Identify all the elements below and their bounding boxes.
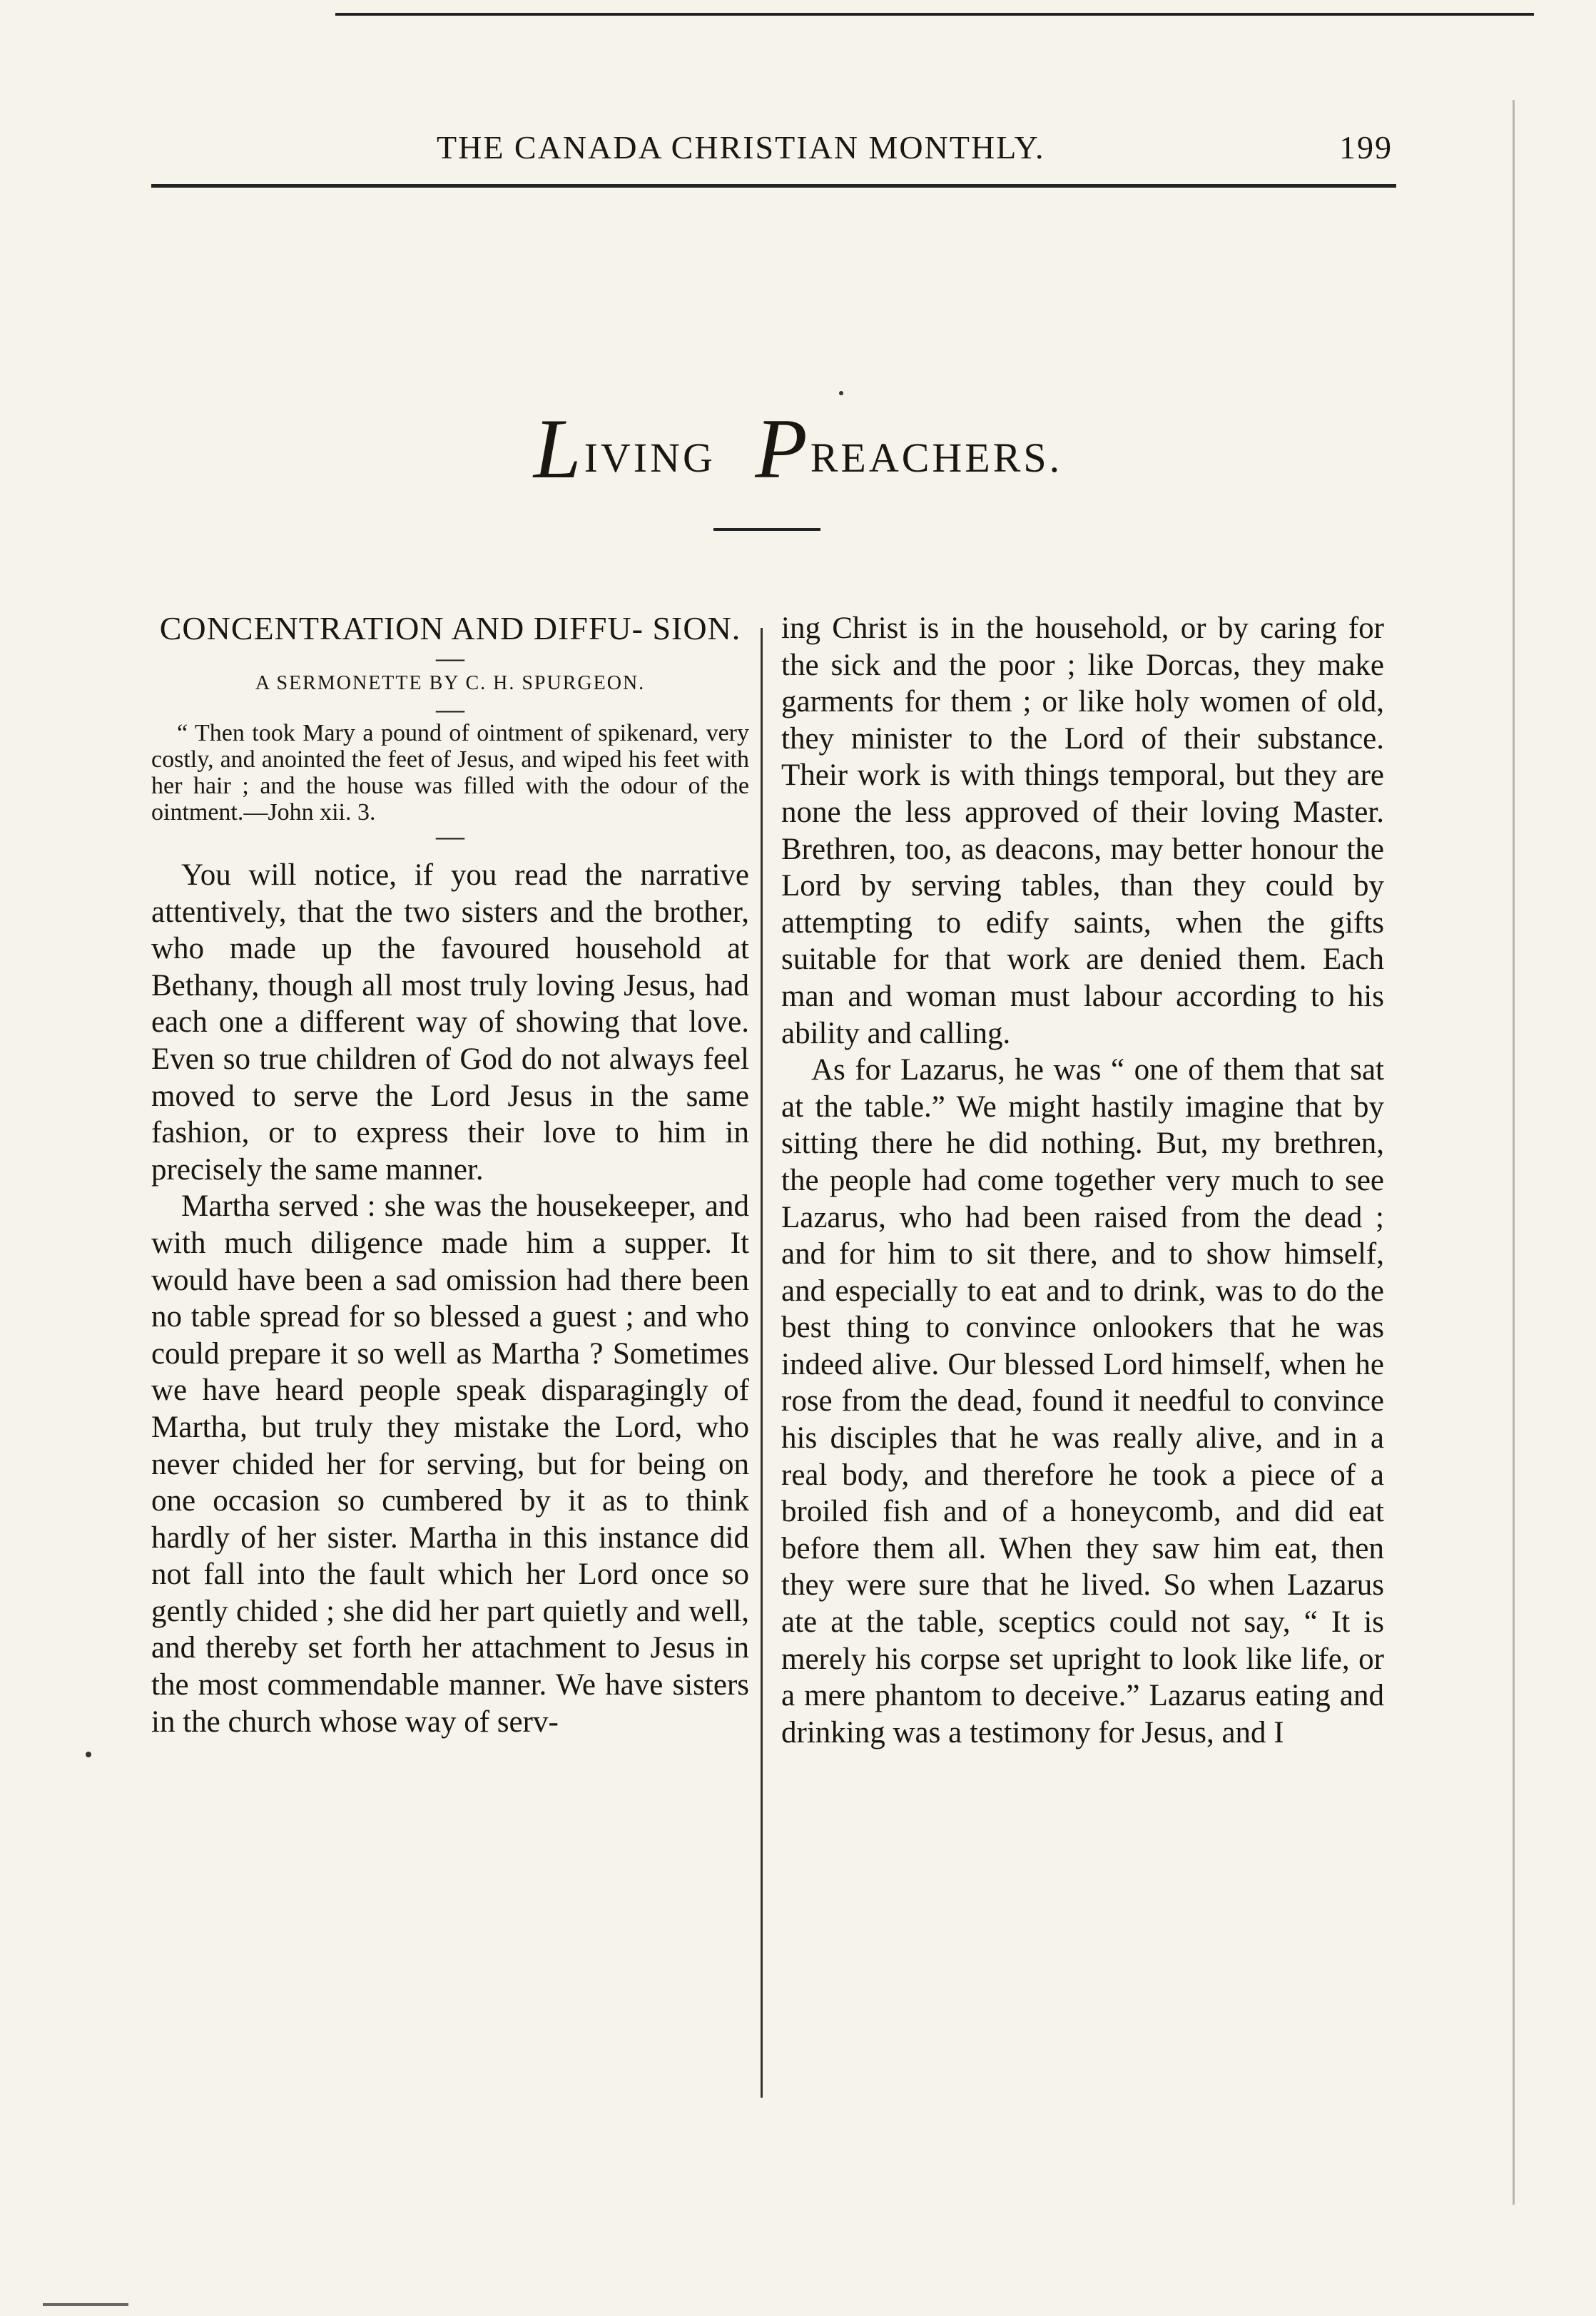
header-rule (151, 184, 1396, 188)
left-column (151, 610, 749, 1740)
byline-separator: — (436, 693, 464, 725)
body-paragraph: ing Christ is in the household, or by caring for the sick and the poor ; like Dorcas, they make garments for them ; or like holy women of old, they minister to the Lord of their substance. Their work is with things temporal, but they are none the less approved of their loving Master. Brethren, too, as deacons, may better honour the Lord by serving tables, than they could by attempting to edify saints, when the gifts suitable for that work are denied them. Each man and woman must labour according to his ability and calling. (781, 611, 1384, 1050)
running-header (151, 128, 1393, 178)
section-title-initial-l: L (533, 401, 584, 496)
running-title: THE CANADA CHRISTIAN MONTHLY. (437, 129, 1045, 166)
section-title-initial-p: P (755, 401, 810, 496)
bottom-edge-mark (43, 2303, 128, 2306)
body-paragraph: As for Lazarus, he was “ one of them that sat at the table.” We might hastily imagine that by sitting there he did nothing. But, my brethren, the people had come together very much to see Lazarus, who had been raised from the dead ; and for him to sit there, and to show himself, and especially to eat and to drink, was to do the best thing to convince onlookers that he was indeed alive. Our blessed Lord himself, when he rose from the dead, found it needful to convince his disciples that he was really alive, and in a real body, and therefore he took a piece of a broiled fish and of a honeycomb, and did eat before them all. When they saw him eat, then they were sure that he lived. So when Lazarus ate at the table, sceptics could not say, “ It is merely his corpse set upright to look like life, or a mere phantom to deceive.” Lazarus eating and drinking was a testimony for Jesus, and I (781, 1053, 1384, 1749)
page-edge-mark (1513, 100, 1515, 2205)
title-separator: — (436, 641, 464, 674)
section-title-word-1: IVING (584, 435, 716, 481)
print-speck (86, 1752, 91, 1757)
title-rule (713, 528, 820, 531)
epigraph-separator: — (436, 820, 464, 852)
body-paragraph: You will notice, if you read the narrative attentively, that the two sisters and the brother, who made up the favoured household at Bethany, though all most truly loving Jesus, had each one a different way of showing that love. Even so true children of God do not always feel moved to serve the Lord Jesus in the same fashion, or to express their love to him in precisely the same manner. (151, 858, 749, 1187)
section-title-word-2: REACHERS. (810, 435, 1063, 481)
article-title: CONCENTRATION AND DIFFU- SION. (159, 610, 741, 646)
column-divider (761, 628, 763, 2098)
body-paragraph: Martha served : she was the housekeeper, and with much diligence made him a supper. It would have been a sad omission had there been no table spread for so blessed a guest ; and who could prepare it so well as Martha ? Sometimes we have heard people speak disparagingly of Martha, but truly they mistake the Lord, who never chided her for serving, but for being on one occasion so cumbered by it as to think hardly of her sister. Martha in this instance did not fall into the fault which her Lord once so gently chided ; she did her part quietly and well, and thereby set forth her attachment to Jesus in the most commendable manner. We have sisters in the church whose way of serv- (151, 1189, 749, 1739)
section-title (0, 400, 1596, 498)
article-byline: A SERMONETTE BY C. H. SPURGEON. (255, 672, 646, 694)
right-column (781, 610, 1384, 1751)
print-speck (839, 391, 843, 395)
top-border-rule (335, 13, 1534, 16)
page-number: 199 (1339, 129, 1393, 166)
scripture-epigraph: “ Then took Mary a pound of ointment of spikenard, very costly, and anointed the feet of Jesus, and wiped his feet with her hair ; and the house was filled with the odour of the ointment.—John xii. 3. (151, 720, 749, 826)
